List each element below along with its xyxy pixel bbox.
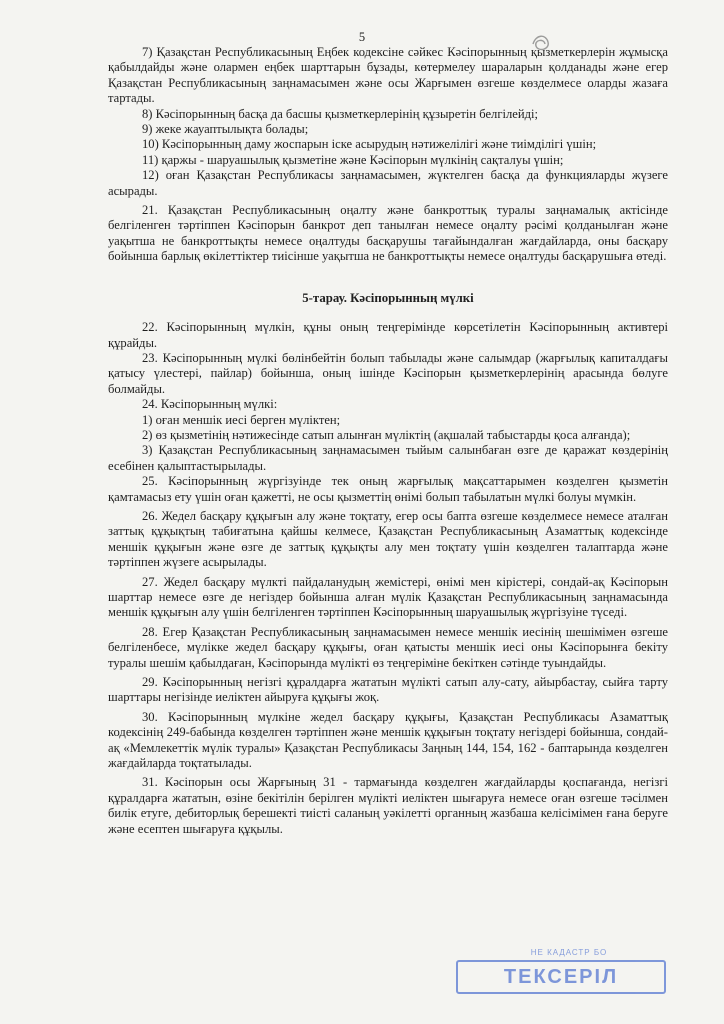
paragraph: 28. Егер Қазақстан Республикасының заңнамасымен немесе меншік иесінің шешімімен өзгеше белгіленбесе, мүлікке жедел басқару құқығы, оған қатысты меншік иесі оны Кәсіпорынға бекіту туралы шешім қабылдаған, Кәсіпорында мүлікті өз теңгеріміне бекіткен сәтінде туындайды. xyxy=(108,624,668,670)
paragraph: 30. Кәсіпорынның мүлкіне жедел басқару құқығы, Қазақстан Республикасы Азаматтық кодексінің 249-бабында көзделген тәртіппен және меншік құқығын тоқтату негіздері бойынша, сондай-ақ «Мемлекеттік мүлік туралы» Қазақстан Республикасы Заңның 144, 154, 162 - баптарында көзделген жағдайларда тоқтатылады. xyxy=(108,709,668,771)
paragraph: 9) жеке жауаптылықта болады; xyxy=(142,122,309,137)
paragraph: 7) Қазақстан Республикасының Еңбек кодексіне сәйкес Кәсіпорынның қызметкерлерін жұмысқа қабылдайды және олармен еңбек шарттарын бұзады, көтермелеу шараларын қолданады және егер Қазақстан Республикасының заңнамасымен және осы Жарғымен өзгеше көзделмесе оларды жазаға тартады. xyxy=(108,45,668,106)
paragraph: 23. Кәсіпорынның мүлкі бөлінбейтін болып табылады және салымдар (жарғылық капиталдағы қатысу үлестері, пайлар) бойынша, оның ішінде Кәсіпорын қызметкерлерінің арасында бөлуге болмайды. xyxy=(108,350,668,396)
paragraph: 25. Кәсіпорынның жүргізуінде тек оның жарғылық мақсаттарымен көзделген қызметін қамтамасыз ету үшін оған қажетті, не осы қызметтің өнімі болып табылатын мүлкі болуы мүмкін. xyxy=(108,474,668,504)
paragraph: 8) Кәсіпорынның басқа да басшы қызметкерлерінің құзыретін белгілейді; xyxy=(142,106,539,121)
paragraph: 1) оған меншік иесі берген мүліктен; xyxy=(142,412,341,427)
chapter-title: 5-тарау. Кәсіпорынның мүлкі xyxy=(302,290,474,305)
paragraph: 29. Кәсіпорынның негізгі құралдарға жататын мүлікті сатып алу-сату, айырбастау, сыйға тарту шарттары негізінде иеліктен айыруға құқығы жоқ. xyxy=(108,675,668,705)
paragraph: 24. Кәсіпорынның мүлкі: xyxy=(142,397,278,412)
paragraph: 10) Кәсіпорынның даму жоспарын іске асырудың нәтижелілігі және тиімділігі үшін; xyxy=(142,137,597,152)
paragraph: 3) Қазақстан Республикасының заңнамасымен тыйым салынбаған өзге де қаражат көздерінің есебінен қалыптастырылады. xyxy=(108,443,668,473)
document-body xyxy=(108,45,668,837)
paragraph: 12) оған Қазақстан Республикасы заңнамасымен, жүктелген басқа да функцияларды жүзеге асырады. xyxy=(108,168,668,198)
paragraph: 21. Қазақстан Республикасының оңалту және банкроттық туралы заңнамалық актісінде белгіленген тәртіппен Кәсіпорын банкрот деп танылған немесе оңалту рәсімі қолданылған және уақытша не банкроттықты немесе оңалтуды басқарушы тағайындалған жағдайларда, оны басқару бойынша барлық өкілеттіктер тиісінше уақытша не банкроттықты немесе оңалтуды басқарушыға өтеді. xyxy=(108,203,668,264)
paragraph: 2) өз қызметінің нәтижесінде сатып алынған мүліктің (ақшалай табыстарды қоса алғанда); xyxy=(142,427,631,442)
stamp-main-text: ТЕКСЕРІЛ xyxy=(456,960,666,994)
page-number: 5 xyxy=(358,30,366,44)
paragraph: 27. Жедел басқару мүлкті пайдаланудың жемістері, өнімі мен кірістері, сондай-ақ Кәсіпорын шарттар немесе өзге де негіздер бойынша алған мүлік Қазақстан Республикасының заңнамасында меншік құқығын алу үшін белгіленген тәртіппен Кәсіпорынның шаруашылық жүргізуіне түседі. xyxy=(108,574,668,620)
verification-stamp xyxy=(456,948,670,994)
paragraph: 31. Кәсіпорын осы Жарғының 31 - тармағында көзделген жағдайларды қоспағанда, негізгі құралдарға жататын, өзіне бекітілін берілген мүлікті иеліктен шығаруға немесе оған өзгеше тәсілмен билік етуге, дебиторлық берешекті тиісті саланың уәкілетті органның жазбаша келісімімен ғана беруге және есептен шығаруға құқылы. xyxy=(108,775,668,836)
stamp-arc-text: НЕ КАДАСТР БО xyxy=(530,948,608,957)
paragraph: 22. Кәсіпорынның мүлкін, құны оның теңгерімінде көрсетілетін Кәсіпорынның активтері құрайды. xyxy=(108,320,668,350)
paragraph: 26. Жедел басқару құқығын алу және тоқтату, егер осы бапта өзгеше көзделмесе немесе аталған заттық құқықтың табиғатына қайшы келмесе, Қазақстан Республикасының Азаматтық кодексінде меншік құқығын және өзге де заттық құқықты алу мен тоқтату үшін көзделген талаптарда және тәртіппен жүзеге асырылады. xyxy=(108,508,668,570)
paragraph: 11) қаржы - шаруашылық қызметіне және Кәсіпорын мүлкінің сақталуы үшін; xyxy=(142,152,564,167)
